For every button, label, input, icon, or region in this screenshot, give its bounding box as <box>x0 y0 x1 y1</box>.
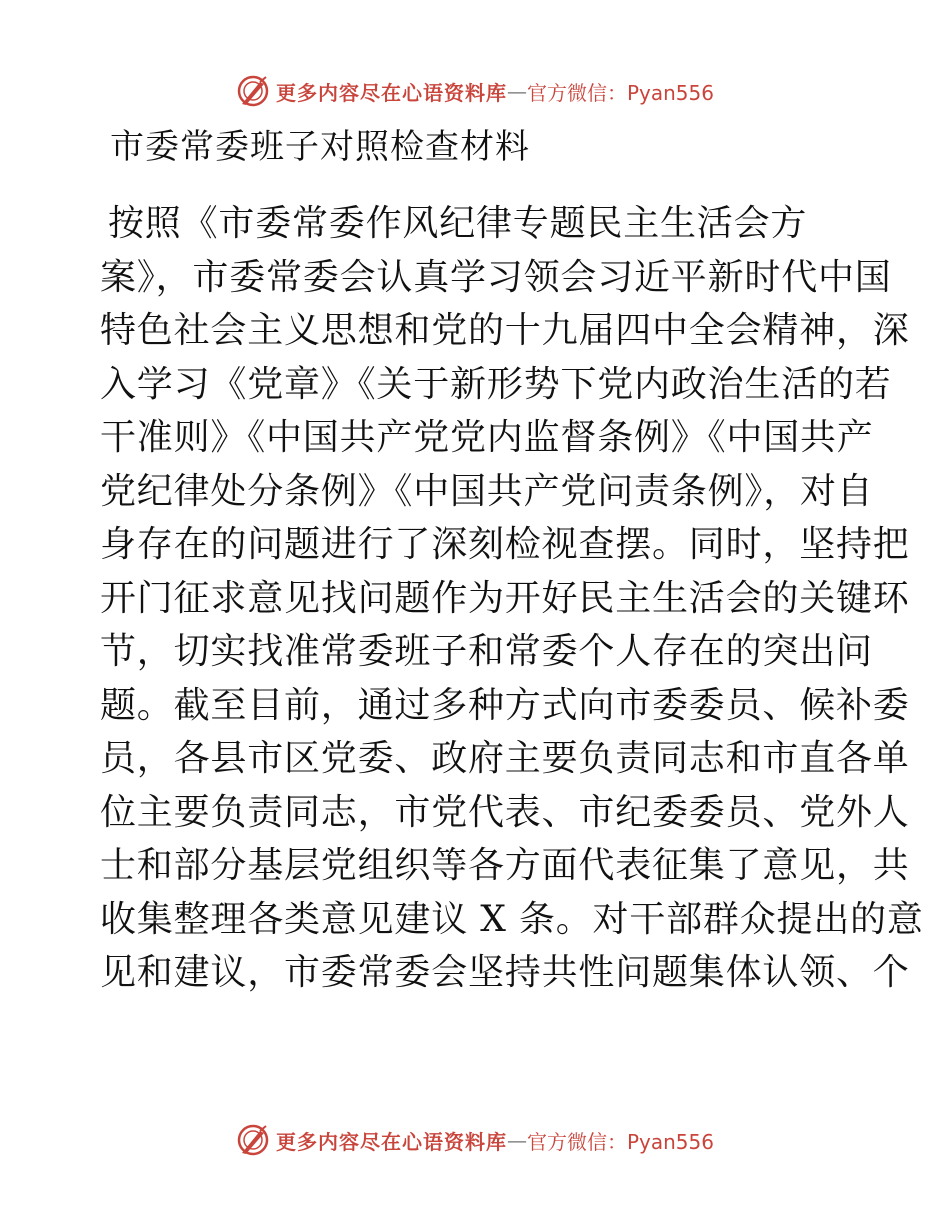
footer-watermark <box>0 1120 950 1160</box>
body-line: 党纪律处分条例》《中国共产党问责条例》，对自 <box>100 470 874 512</box>
body-line: 开门征求意见找问题作为开好民主生活会的关键环 <box>100 577 910 619</box>
body-line: 节，切实找准常委班子和常委个人存在的突出问 <box>100 631 873 672</box>
watermark-text: 更多内容尽在心语资料库 <box>275 80 507 105</box>
quill-seal-icon <box>236 1123 270 1157</box>
watermark-dash: — <box>506 79 527 103</box>
watermark-dash: — <box>506 1128 527 1152</box>
watermark-contact: 官方微信：Pyan556 <box>526 80 714 105</box>
body-line: 干准则》《中国共产党党内监督条例》《中国共产 <box>100 417 874 458</box>
quill-seal-icon <box>236 74 270 108</box>
document-body <box>100 197 924 1000</box>
body-line: 特色社会主义思想和党的十九届四中全会精神，深 <box>100 310 910 351</box>
document-title: 市委常委班子对照检查材料 <box>110 127 530 167</box>
body-line: 案》，市委常委会认真学习领会习近平新时代中国 <box>100 256 892 298</box>
body-line: 士和部分基层党组织等各方面代表征集了意见，共 <box>100 845 910 886</box>
body-line: 位主要负责同志，市党代表、市纪委委员、党外人 <box>100 791 910 833</box>
watermark-text: 更多内容尽在心语资料库 <box>275 1129 507 1154</box>
header-watermark <box>0 71 950 111</box>
watermark-contact: 官方微信：Pyan556 <box>526 1129 714 1154</box>
body-line: 入学习《党章》《关于新形势下党内政治生活的若 <box>100 363 892 405</box>
body-line: 身存在的问题进行了深刻检视查摆。同时，坚持把 <box>100 524 910 565</box>
body-line: 员，各县市区党委、政府主要负责同志和市直各单 <box>100 738 910 779</box>
body-line: 按照《市委常委作风纪律专题民主生活会方 <box>108 203 808 244</box>
body-line: 题。截至目前，通过多种方式向市委委员、候补委 <box>100 684 910 726</box>
body-line: 见和建议，市委常委会坚持共性问题集体认领、个 <box>100 952 910 993</box>
body-line: 收集整理各类意见建议 X 条。对干部群众提出的意 <box>100 898 924 940</box>
